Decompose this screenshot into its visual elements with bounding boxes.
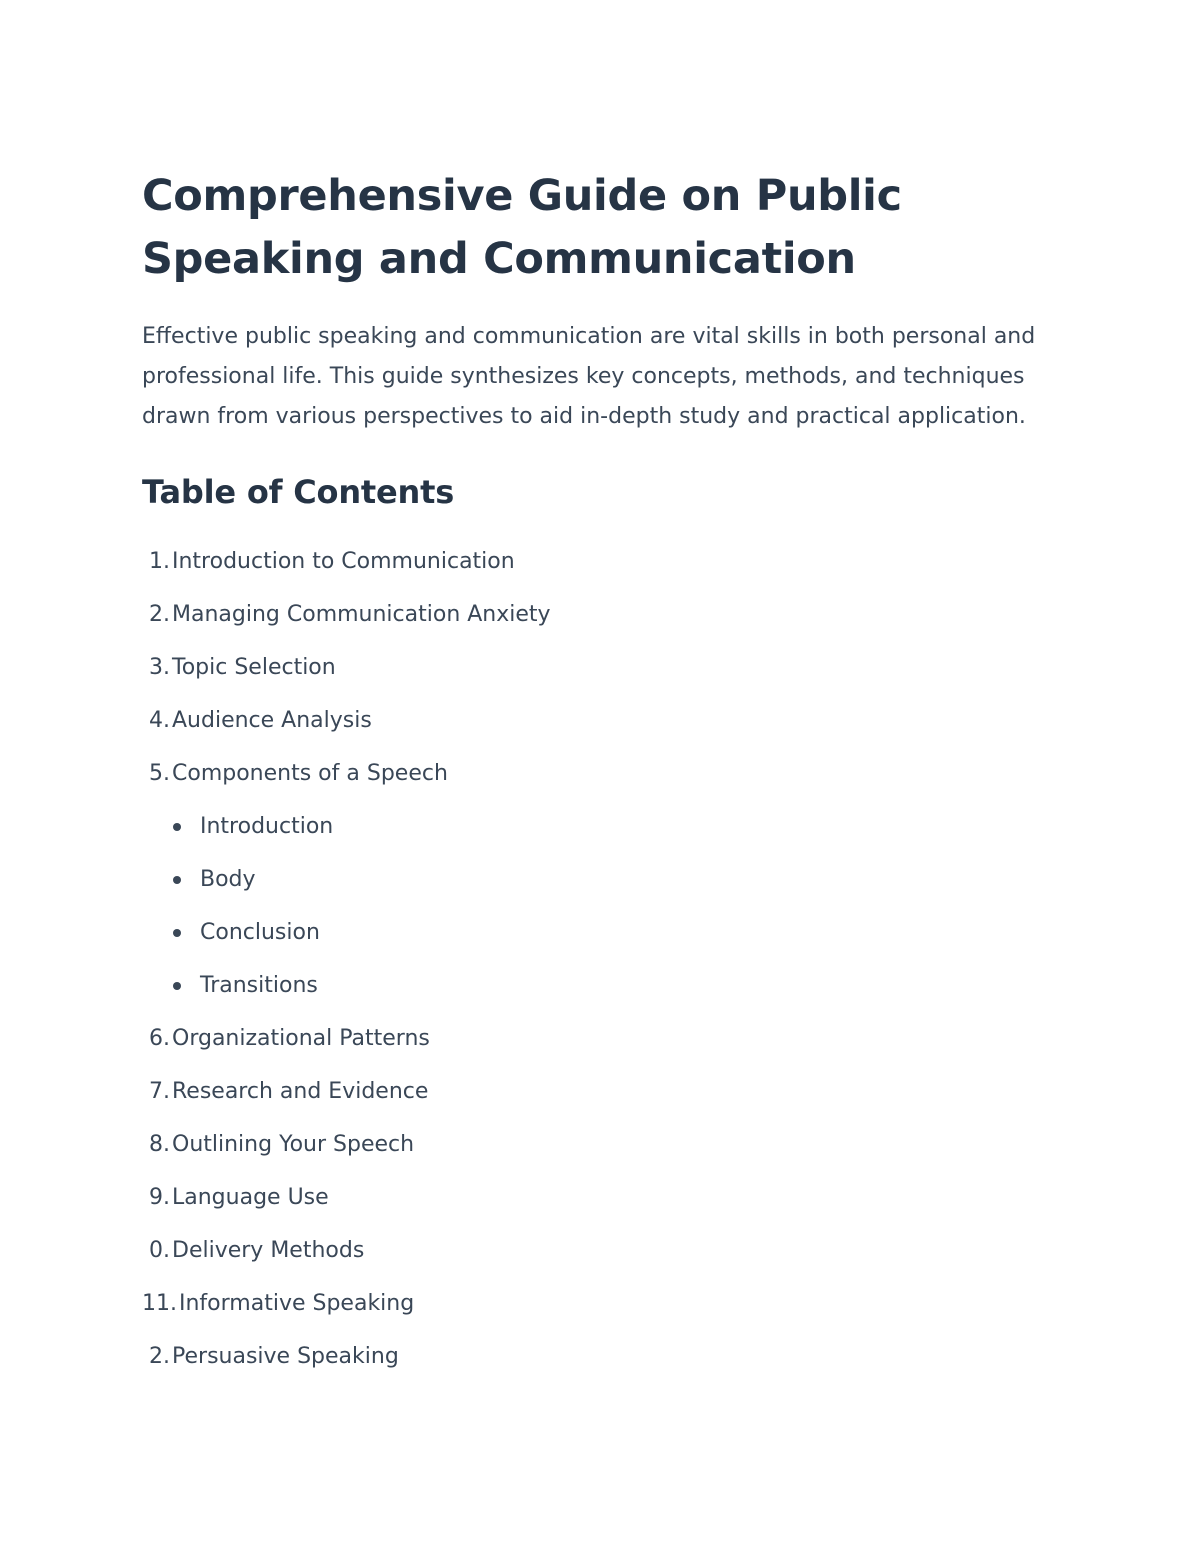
toc-item-label: Topic Selection: [172, 655, 336, 680]
toc-subitem: [142, 800, 1072, 853]
toc-item-number: 11.: [142, 1291, 177, 1316]
toc-item-number: 6.: [149, 1026, 170, 1051]
toc-sublist: [142, 800, 1072, 1012]
toc-item-number: 1.: [149, 549, 170, 574]
toc-item-number: 5.: [149, 761, 170, 786]
toc-item-label: Language Use: [172, 1185, 329, 1210]
toc-item-number: 9.: [149, 1185, 170, 1210]
toc-item-number: 8.: [149, 1132, 170, 1157]
toc-item-number: 3.: [149, 655, 170, 680]
bullet-icon: [173, 876, 181, 884]
toc-subitem: [142, 959, 1072, 1012]
toc-item-number: 4.: [149, 708, 170, 733]
toc-item: [142, 1171, 1072, 1224]
toc-item: [142, 1277, 1072, 1330]
table-of-contents: [142, 535, 1072, 1383]
toc-item: [142, 694, 1072, 747]
toc-item-number: 0.: [149, 1238, 170, 1263]
toc-item: [142, 1330, 1072, 1383]
toc-item: [142, 588, 1072, 641]
toc-subitem: [142, 906, 1072, 959]
toc-subitem: [142, 853, 1072, 906]
toc-item-number: 7.: [149, 1079, 170, 1104]
document-page: [142, 165, 1072, 1383]
bullet-icon: [173, 982, 181, 990]
toc-item-label: Introduction to Communication: [172, 549, 515, 574]
toc-item-label: Components of a Speech: [172, 761, 448, 786]
toc-item-label: Organizational Patterns: [172, 1026, 430, 1051]
toc-item-label: Persuasive Speaking: [172, 1344, 399, 1369]
toc-item: [142, 1065, 1072, 1118]
toc-item-label: Outlining Your Speech: [172, 1132, 415, 1157]
bullet-icon: [173, 929, 181, 937]
toc-item-label: Research and Evidence: [172, 1079, 429, 1104]
page-title: Comprehensive Guide on Public Speaking and Communication: [142, 171, 902, 284]
intro-paragraph: Effective public speaking and communication are vital skills in both personal and professional life. This guide synthesizes key concepts, methods, and techniques drawn from various perspectives to aid in-depth study and practical application.: [142, 324, 1036, 429]
toc-item-label: Delivery Methods: [172, 1238, 365, 1263]
toc-subitem-label: Body: [200, 867, 256, 892]
toc-item-label: Audience Analysis: [172, 708, 372, 733]
toc-item-label: Informative Speaking: [179, 1291, 415, 1316]
toc-item-label: Managing Communication Anxiety: [172, 602, 551, 627]
toc-subitem-label: Transitions: [200, 973, 318, 998]
bullet-icon: [173, 823, 181, 831]
toc-item-number: 2.: [149, 602, 170, 627]
toc-item: [142, 535, 1072, 588]
toc-item: [142, 641, 1072, 694]
toc-item: [142, 1012, 1072, 1065]
toc-heading: Table of Contents: [142, 473, 455, 511]
toc-item: [142, 747, 1072, 1012]
toc-item: [142, 1118, 1072, 1171]
toc-subitem-label: Conclusion: [200, 920, 320, 945]
toc-subitem-label: Introduction: [200, 814, 334, 839]
toc-item: [142, 1224, 1072, 1277]
toc-item-number: 2.: [149, 1344, 170, 1369]
